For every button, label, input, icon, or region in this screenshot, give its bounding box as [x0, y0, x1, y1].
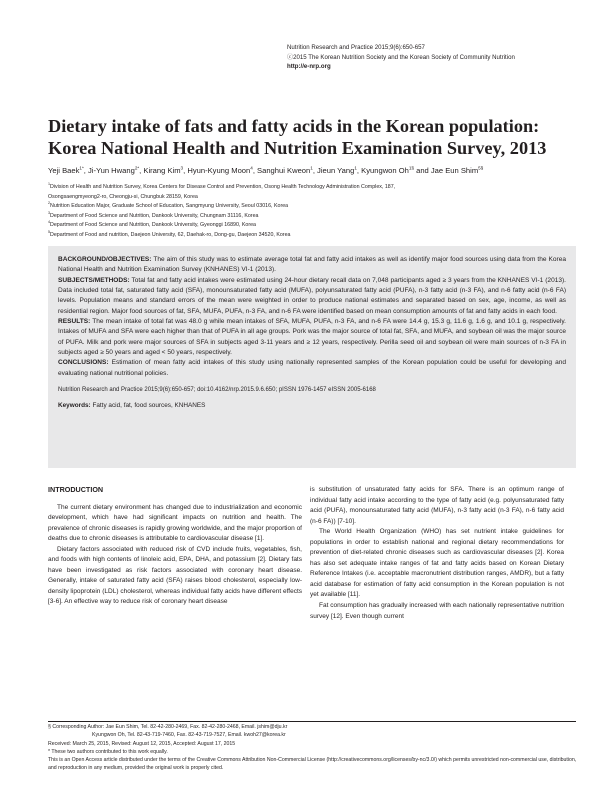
abstract-box [48, 246, 576, 468]
author-list: Yeji Baek$^{1*}$, Ji-Yun Hwang$^{2*}$, Kirang Kim$^3$, Hyun-Kyung Moon$^4$, Sanghui Kweon$^1$, Jieun Yang$^1$, Kyungwon $Oh^{1\S}$ and Jae Eun Shim$^{5\S}$ [48, 165, 484, 175]
author: Kirang Kim$^3$ [143, 165, 184, 175]
keywords [58, 401, 566, 411]
abstract-conclusions-label: CONCLUSIONS: [58, 359, 109, 367]
footnote-corresponding: Kyungwon Oh, Tel. 82-43-719-7460, Fax. 82-43-719-7527, Email. kwoh27@korea.kr [92, 732, 286, 739]
journal-url[interactable]: http://e-nrp.org [287, 63, 331, 70]
section-heading-introduction: INTRODUCTION [48, 485, 104, 494]
abstract-background-label: BACKGROUND/OBJECTIVES: [58, 256, 152, 263]
affiliation: $^5$Department of Food and nutrition, Daejeon University, 62, Daehak-ro, Dong-gu, Daejeon 34520, Korea [48, 229, 291, 238]
abstract-background-text: The aim of this study was to estimate average total fat and fatty acid intakes as well as identify major food sources using data from the Korea National Health and Nutrition Examination Survey (KNHANES) VI-1 (2013). [58, 256, 566, 274]
journal-header [287, 43, 577, 72]
affiliation: $^1$Division of Health and Nutrition Survey, Korea Centers for Disease Control and Prevention, Osong Health Technology Administration Complex, 187, [48, 182, 396, 190]
body-column-right [310, 485, 564, 622]
footnote-divider [48, 721, 576, 722]
abstract-results-text: The mean intake of total fat was 48.0 g while mean intakes of SFA, MUFA, PUFA, n-3 FA, and n-6 FA were 14.4 g, 15.3 g, 11.6 g, 1.6 g, and 10.1 g, respectively. Intakes of MUFA and SFA were each higher than that of PUFA in all age groups. Pork was the major source of total fat, SFA, and MUFA, and soybean oil was the major source of PUFA. Milk and pork were major sources of SFA in subjects aged 3-11 years and ≥ 12 years, respectively. Perilla seed oil and soybean oil were main sources of n-3 FA in subjects aged ≥ 50 years and aged < 50 years, respectively. [58, 318, 566, 357]
journal-copyright: ⓒ2015 The Korean Nutrition Society and the Korean Society of Community Nutrition [287, 53, 515, 61]
author: Yeji Baek$^{1*}$ [48, 165, 84, 175]
affiliation: $^2$Nutrition Education Major, Graduate School of Education, Sangmyung University, Seoul 03016, Korea [48, 201, 289, 209]
journal-citation: Nutrition Research and Practice 2015;9(6):650-657 [287, 44, 425, 51]
body-column-left [48, 485, 302, 608]
body-paragraph: Fat consumption has gradually increased with each nationally representative nutrition survey [12]. Even though current [310, 602, 564, 620]
keywords-text: Fatty acid, fat, food sources, KNHANES [90, 402, 206, 410]
body-paragraph: Dietary factors associated with reduced risk of CVD include fruits, vegetables, fish, and foods with high contents of linoleic acid, EPA, DHA, and potassium [2]. Dietary fats have been investigated as risk factors associated with coronary heart disease. Generally, intake of saturated fatty acid (SFA) raises blood cholesterol, especially low-density lipoprotein (LDL) cholesterol, whereas individual fatty acids have different effects [3-6]. An effective way to reduce risk of coronary heart disease [48, 545, 302, 606]
footnote-dates: Received: March 25, 2015, Revised: August 12, 2015, Accepted: August 17, 2015 [48, 740, 236, 747]
abstract-results-label: RESULTS: [58, 318, 91, 326]
abstract-subjects-text: Total fat and fatty acid intakes were estimated using 24-hour dietary recall data on 7,048 participants aged ≥ 3 years from the KNHANES VI-1 (2013). Data included total fat, saturated fatty acid (SFA), monounsaturated fatty acid (MUFA), polyunsaturated fatty acid (PUFA), n-3 fatty acid (n-3 FA), and n-6 fatty acid (n-6 FA) levels. Population means and standard errors of the mean were weighted in order to produce national estimates and separated based on sex, age, income, as well as residential region. Major food sources of fat, SFA, MUFA, PUFA, n-3 FA, and n-6 FA were identified based on mean consumption amounts of fat and fatty acids in each food. [58, 276, 566, 315]
footnote-corresponding: § Corresponding Author: Jae Eun Shim, Tel. 82-42-280-2469, Fax. 82-42-280-2468, Email. jshim@dju.kr [48, 724, 288, 730]
author: Hyun-Kyung Moon$^4$ [187, 165, 253, 175]
footnote-equal-contribution: * These two authors contributed to this work equally. [48, 748, 168, 755]
author: Sanghui Kweon$^1$ [257, 165, 313, 175]
author: Jieun Yang$^1$ [317, 165, 357, 175]
body-paragraph: The current dietary environment has changed due to industrialization and economic development, which have had significant impacts on nutrition and health. The prevalence of chronic diseases is rapidly growing worldwide, and the major proportion of deaths due to chronic diseases is attributable to cardiovascular disease [1]. [48, 503, 302, 543]
abstract-subjects-label: SUBJECTS/METHODS: [58, 276, 130, 284]
affiliation: Osongsaengmyeong2-ro, Cheongju-si, Chungbuk 28159, Korea [48, 193, 198, 200]
article-title: Dietary intake of fats and fatty acids in the Korean population: Korea National Health and Nutrition Examination Survey, 2013 [48, 116, 547, 158]
author: Jae Eun Shim$^{5\S}$ [430, 165, 484, 175]
author: Kyungwon $Oh^{1\S}$ [361, 165, 414, 175]
abstract-text [58, 255, 566, 379]
abstract-conclusions-text: Estimation of mean fatty acid intakes of this study using nationally represented samples of the Korean population could be useful for developing and evaluating national nutritional policies. [58, 359, 566, 377]
author: Ji-Yun Hwang$^{2*}$ [87, 165, 140, 175]
footnotes [48, 723, 578, 773]
body-paragraph: The World Health Organization (WHO) has set nutrient intake guidelines for populations in order to establish national and regional dietary recommendations for prevention of diet-related chronic diseases such as cardiovascular diseases [2]. Korea has also set adequate intake ranges of fat and fatty acids based on Korean Dietary Reference Intakes (i.e. acceptable macronutrient distribution ranges, AMDR), but a fatty acid database for estimation of fatty acid consumption in the Korean population is not yet available [11]. [310, 528, 564, 599]
affiliation-list [48, 183, 563, 240]
affiliation: $^4$Department of Food Science and Nutrition, Dankook University, Gyeonggi 16890, Korea [48, 220, 257, 228]
body-paragraph: is substitution of unsaturated fatty acids for SFA. There is an optimum range of individual fatty acid intake according to the type of fatty acid (e.g. polyunsaturated fatty acid (PUFA), monounsaturated fatty acid (MUFA), n-3 fatty acid (n-3 FA), n-6 fatty acid (n-6 FA)) [7-10]. [310, 486, 564, 525]
abstract-citation: Nutrition Research and Practice 2015;9(6):650-657; doi:10.4162/nrp.2015.9.6.650; pISSN 1976-1457 eISSN 2005-6168 [58, 387, 376, 394]
footnote-license: This is an Open Access article distributed under the terms of the Creative Commons Attribution Non-Commercial License (http://creativecommons.org/licenses/by-nc/3.0/) which permits unrestricted non-commercial use, distribution, and reproduction in any medium, provided the original work is properly cited. [48, 757, 577, 772]
affiliation: $^3$Department of Food Science and Nutrition, Dankook University, Chungnam 31116, Korea [48, 210, 259, 219]
keywords-label: Keywords: [58, 402, 91, 410]
